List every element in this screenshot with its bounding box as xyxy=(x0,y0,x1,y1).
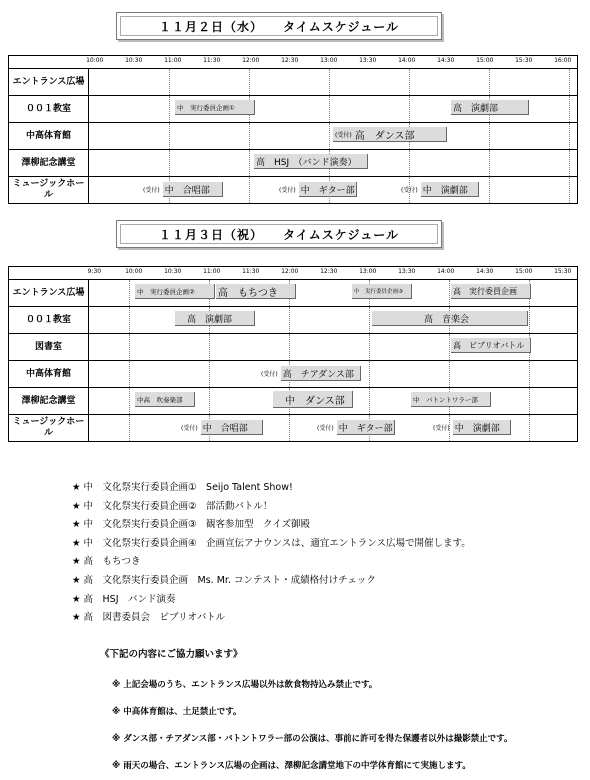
reception-mark: (受付) xyxy=(261,371,278,378)
day2-row-room001 xyxy=(9,307,577,334)
event-label: 高 チアダンス部 xyxy=(281,366,361,381)
reception-mark: (受付) xyxy=(401,187,418,194)
reception-mark: (受付) xyxy=(335,131,352,139)
event-block xyxy=(411,392,491,407)
event-block xyxy=(433,420,511,435)
venue-label: 澤柳記念講堂 xyxy=(9,388,89,414)
day2-time-label: 12:30 xyxy=(320,268,338,275)
day1-time-label: 10:00 xyxy=(86,57,104,64)
day1-schedule-table xyxy=(8,55,578,204)
event-label: 中 実行委員企画② xyxy=(137,287,195,296)
rule-item: ※ 中高体育館は、土足禁止です。 xyxy=(112,707,242,717)
event-label: 高 音楽会 xyxy=(424,314,470,325)
reception-mark: (受付) xyxy=(279,187,296,194)
day2-schedule-table xyxy=(8,266,578,442)
day1-row-musichall xyxy=(9,177,577,203)
day2-time-label: 15:00 xyxy=(515,268,533,275)
event-block xyxy=(135,392,195,407)
day1-title: １１月２日（水） タイムスケジュール xyxy=(158,19,400,34)
day2-time-label: 11:00 xyxy=(203,268,221,275)
event-label: 中 ダンス部 xyxy=(285,395,345,407)
day1-time-label: 15:30 xyxy=(515,57,533,64)
day1-row-gym xyxy=(9,123,577,150)
reception-mark: (受付) xyxy=(433,425,450,432)
day1-time-label: 13:30 xyxy=(359,57,377,64)
day2-row-library xyxy=(9,334,577,361)
venue-label: ００１教室 xyxy=(9,307,89,333)
request-heading: 《下記の内容にご協力願います》 xyxy=(100,649,243,660)
day1-time-label: 16:00 xyxy=(554,57,572,64)
day1-time-label: 15:00 xyxy=(476,57,494,64)
day2-time-label: 10:30 xyxy=(164,268,182,275)
venue-label: 中高体育館 xyxy=(9,361,89,387)
event-label: 中 実行委員企画① xyxy=(177,103,235,112)
event-label: 中 実行委員企画③ xyxy=(354,289,403,295)
event-label: 高 演劇部 xyxy=(187,314,233,325)
day1-time-label: 10:30 xyxy=(125,57,143,64)
event-label: 中 合唱部 xyxy=(201,420,263,435)
day2-time-label: 10:00 xyxy=(125,268,143,275)
event-label: 中 合唱部 xyxy=(163,182,223,197)
day2-time-label: 15:30 xyxy=(554,268,572,275)
venue-label: ００１教室 xyxy=(9,96,89,122)
day2-time-label: 13:00 xyxy=(359,268,377,275)
rule-item: ※ 上記会場のうち、エントランス広場以外は飲食物持込み禁止です。 xyxy=(112,680,378,690)
day2-row-gym xyxy=(9,361,577,388)
reception-mark: (受付) xyxy=(143,187,160,194)
event-label: 高 実行委員企画 xyxy=(453,286,517,296)
rules-list xyxy=(112,672,512,780)
day2-row-entrance xyxy=(9,280,577,307)
day2-time-label: 14:00 xyxy=(437,268,455,275)
event-label: 高 もちつき xyxy=(218,287,278,299)
event-block xyxy=(279,182,357,197)
day1-time-label: 11:00 xyxy=(164,57,182,64)
event-label: 中 ギター部 xyxy=(337,420,395,435)
venue-label: ミュージックホール xyxy=(9,415,89,441)
day2-time-header xyxy=(9,267,577,280)
event-block xyxy=(273,391,353,408)
event-label: 中 演劇部 xyxy=(421,182,479,197)
note-item: ★ 中 文化祭実行委員企画② 部活動バトル！ xyxy=(72,500,273,512)
event-label: 高 ダンス部 xyxy=(354,130,415,142)
event-block xyxy=(333,127,447,142)
day1-title-banner xyxy=(116,12,442,40)
day1-row-auditorium xyxy=(9,150,577,177)
event-block xyxy=(317,420,395,435)
event-label: 高 演劇部 xyxy=(453,103,499,114)
event-block xyxy=(254,154,368,169)
day2-time-label: 9:30 xyxy=(87,268,102,275)
venue-label: 澤柳記念講堂 xyxy=(9,150,89,176)
note-item: ★ 高 HSJ バンド演奏 xyxy=(72,593,176,605)
note-item: ★ 中 文化祭実行委員企画① Seijo Talent Show! xyxy=(72,482,293,493)
day1-time-label: 13:00 xyxy=(320,57,338,64)
rule-item: ※ 雨天の場合、エントランス広場の企画は、澤柳記念講堂地下の中学体育館にて実施します。 xyxy=(112,761,471,771)
event-block xyxy=(451,338,531,353)
venue-label: ミュージックホール xyxy=(9,177,89,203)
day2-time-label: 13:30 xyxy=(398,268,416,275)
venue-label: エントランス広場 xyxy=(9,280,89,306)
event-block xyxy=(135,284,215,299)
event-block xyxy=(175,311,255,326)
note-item: ★ 高 図書委員会 ビブリオバトル xyxy=(72,612,226,624)
event-block xyxy=(451,100,529,115)
day2-time-label: 12:00 xyxy=(281,268,299,275)
event-label: 高 ビブリオバトル xyxy=(453,340,525,350)
note-item: ★ 高 文化祭実行委員企画 Ms. Mr. コンテスト・成績格付けチェック xyxy=(72,574,376,586)
day2-row-musichall xyxy=(9,415,577,441)
day1-time-label: 12:00 xyxy=(242,57,260,64)
note-item: ★ 高 もちつき xyxy=(72,556,141,568)
program-notes xyxy=(72,479,471,628)
day1-time-header xyxy=(9,56,577,69)
event-block xyxy=(451,284,531,299)
reception-mark: (受付) xyxy=(317,425,334,432)
event-block xyxy=(352,284,412,299)
day2-title: １１月３日（祝） タイムスケジュール xyxy=(158,227,400,242)
event-label: 中 演劇部 xyxy=(453,420,511,435)
day2-row-auditorium xyxy=(9,388,577,415)
event-block xyxy=(181,420,263,435)
event-block xyxy=(261,366,361,381)
day2-title-banner xyxy=(116,220,442,248)
day1-time-label: 11:30 xyxy=(203,57,221,64)
event-block xyxy=(372,311,528,326)
event-label: 中 ギター部 xyxy=(299,182,357,197)
day1-time-label: 12:30 xyxy=(281,57,299,64)
rule-item: ※ ダンス部・チアダンス部・バトントワラー部の公演は、事前に許可を得た保護者以外は撮影禁止です。 xyxy=(112,734,513,744)
event-label: 高 HSJ （バンド演奏） xyxy=(256,157,357,168)
day1-row-entrance xyxy=(9,69,577,96)
day2-time-label: 14:30 xyxy=(476,268,494,275)
venue-label: 図書室 xyxy=(9,334,89,360)
day1-time-label: 14:00 xyxy=(398,57,416,64)
venue-label: エントランス広場 xyxy=(9,69,89,95)
event-block xyxy=(143,182,223,197)
event-label: 中 バトントワラー部 xyxy=(413,395,478,404)
event-block xyxy=(175,100,255,115)
venue-label: 中高体育館 xyxy=(9,123,89,149)
day2-time-label: 11:30 xyxy=(242,268,260,275)
event-block xyxy=(401,182,479,197)
reception-mark: (受付) xyxy=(181,425,198,432)
note-item: ★ 中 文化祭実行委員企画④ 企画宣伝アナウンスは、適宜エントランス広場で開催します。 xyxy=(72,537,471,549)
note-item: ★ 中 文化祭実行委員企画③ 観客参加型 クイズ御殿 xyxy=(72,519,310,531)
event-block xyxy=(216,284,296,299)
day1-row-room001 xyxy=(9,96,577,123)
day1-time-label: 14:30 xyxy=(437,57,455,64)
event-label: 中高 吹奏楽部 xyxy=(137,395,183,404)
